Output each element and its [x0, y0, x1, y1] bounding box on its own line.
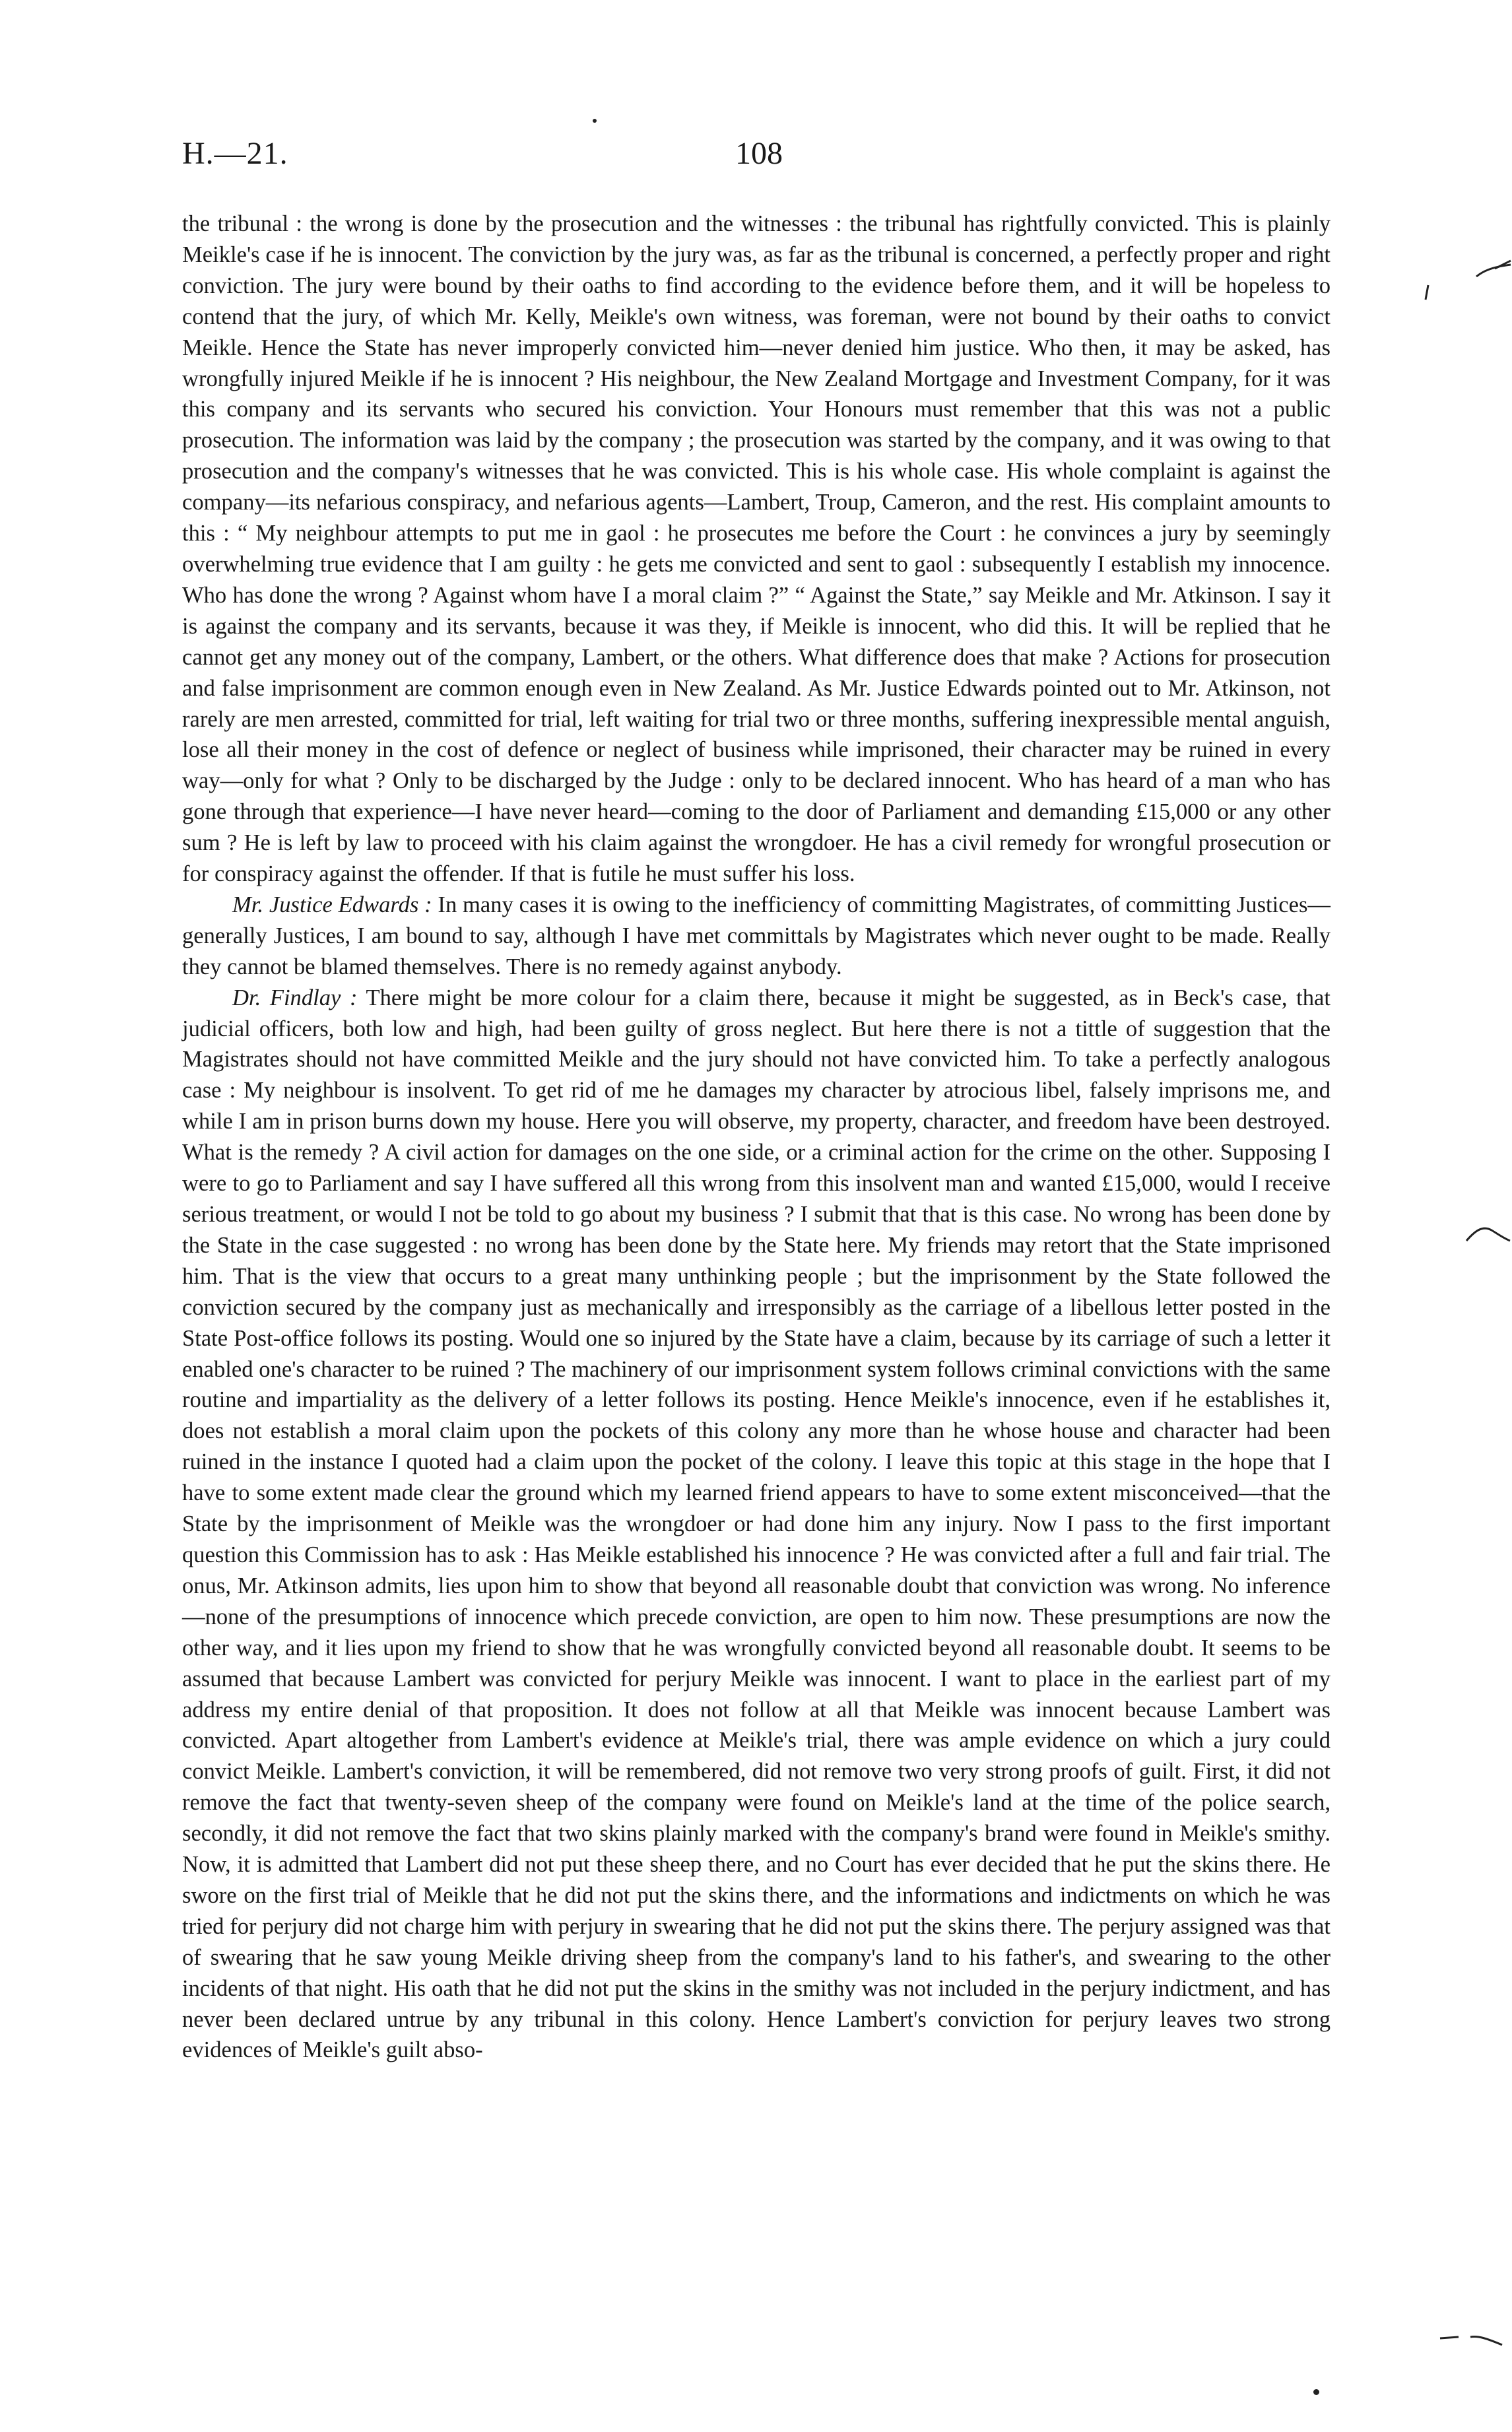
page-number: 108 — [735, 136, 783, 171]
document-reference: H.—21. — [182, 136, 288, 171]
margin-dot-icon — [1313, 2389, 1319, 2395]
margin-tick-mark-icon — [1423, 284, 1431, 301]
page-header — [182, 135, 1331, 188]
margin-pen-mark-icon — [1465, 1221, 1511, 1247]
paragraph-1 — [182, 209, 1331, 890]
paragraph-2-speaker: Mr. Justice Edwards : — [232, 892, 432, 917]
paragraph-3-text: There might be more colour for a claim there, because it might be suggested, as in Beck's case, that judicial officers, both low and high, had been guilty of gross neglect. But here there is not a tittle of suggestion that the Magistrates should not have committed Meikle and the jury should not have convicted him. To take a perfectly analogous case : My neighbour is insolvent. To get rid of me he damages my character by atrocious libel, falsely imprisons me, and while I am in prison burns down my house. Here you will observe, my property, character, and freedom have been destroyed. What is the remedy ? A civil action for damages on the one side, or a criminal action for the crime on the other. Supposing I were to go to Parliament and say I have suffered all this wrong from this insolvent man and wanted £15,000, would I receive serious treatment, or would I not be told to go about my business ? I submit that that is this case. No wrong has been done by the State in the case suggested : no wrong has been done by the State here. My friends may retort that the State imprisoned him. That is the view that occurs to a great many unthinking people ; but the imprisonment by the State followed the conviction secured by the company just as mechanically and irresponsibly as the carriage of a libellous letter posted in the State Post-office follows its posting. Would one so injured by the State have a claim, because by its carriage of such a letter it enabled one's character to be ruined ? The machinery of our imprisonment system follows criminal convictions with the same routine and impartiality as the delivery of a letter follows its posting. Hence Meikle's innocence, even if he establishes it, does not establish a moral claim upon the pockets of this colony any more than he whose house and character had been ruined in the instance I quoted had a claim upon the pocket of the colony. I leave this topic at this stage in the hope that I have to some extent made clear the ground which my learned friend appears to have to some extent misconceived—that the State by the imprisonment of Meikle was the wrongdoer or had done him any injury. Now I pass to the first important question this Commission has to ask : Has Meikle established his innocence ? He was convicted after a full and fair trial. The onus, Mr. Atkinson admits, lies upon him to show that beyond all reasonable doubt that conviction was wrong. No inference—none of the presumptions of innocence which precede conviction, are open to him now. These presumptions are now the other way, and it lies upon my friend to show that he was wrongfully convicted beyond all reasonable doubt. It seems to be assumed that because Lambert was convicted for perjury Meikle was innocent. I want to place in the earliest part of my address my entire denial of that proposition. It does not follow at all that Meikle was innocent because Lambert was convicted. Apart altogether from Lambert's evidence at Meikle's trial, there was ample evidence on which a jury could convict Meikle. Lambert's conviction, it will be remembered, did not remove two very strong proofs of guilt. First, it did not remove the fact that twenty-seven sheep of the company were found on Meikle's land at the time of the police search, secondly, it did not remove the fact that two skins plainly marked with the company's brand were found in Meikle's smithy. Now, it is admitted that Lambert did not put these sheep there, and no Court has ever decided that he put the skins there. He swore on the first trial of Meikle that he did not put the skins there, and the informations and indictments on which he was tried for perjury did not charge him with perjury in swearing that he did not put the skins there. The perjury assigned was that of swearing that he saw young Meikle driving sheep from the company's land to his father's, and swearing to the other incidents of that night. His oath that he did not put the skins in the smithy was not included in the perjury indictment, and has never been declared untrue by any tribunal in this colony. Hence Lambert's conviction for perjury leaves two strong evidences of Meikle's guilt abso- — [182, 985, 1331, 2063]
paragraph-3 — [182, 983, 1331, 2066]
body-text — [182, 209, 1331, 2066]
margin-pen-mark-icon — [1475, 254, 1512, 280]
paragraph-3-speaker: Dr. Findlay : — [232, 985, 358, 1010]
top-dot-icon — [593, 119, 597, 123]
paragraph-2-text: In many cases it is owing to the inefficiency of committing Magistrates, of committing Justices—generally Justices, I am bound to say, although I have met committals by Magistrates which never ought to be made. Really they cannot be blamed themselves. There is no remedy against anybody. — [182, 892, 1331, 979]
margin-dash-mark-icon — [1439, 2333, 1505, 2349]
paragraph-1-text: the tribunal : the wrong is done by the prosecution and the witnesses : the tribunal has rightfully convicted. This is plainly Meikle's case if he is innocent. The conviction by the jury was, as far as the tribunal is concerned, a perfectly proper and right conviction. The jury were bound by their oaths to find according to the evidence before them, and it will be hopeless to contend that the jury, of which Mr. Kelly, Meikle's own witness, was foreman, were not bound by their oaths to convict Meikle. Hence the State has never improperly convicted him—never denied him justice. Who then, it may be asked, has wrongfully injured Meikle if he is innocent ? His neighbour, the New Zealand Mortgage and Investment Company, for it was this company and its servants who secured his conviction. Your Honours must remember that this was not a public prosecution. The information was laid by the company ; the prosecution was started by the company, and it was owing to that prosecution and the company's witnesses that he was convicted. This is his whole case. His whole complaint is against the company—its nefarious conspiracy, and nefarious agents—Lambert, Troup, Cameron, and the rest. His complaint amounts to this : “ My neighbour attempts to put me in gaol : he prosecutes me before the Court : he convinces a jury by seemingly overwhelming true evidence that I am guilty : he gets me convicted and sent to gaol : subsequently I establish my innocence. Who has done the wrong ? Against whom have I a moral claim ?” “ Against the State,” say Meikle and Mr. Atkinson. I say it is against the company and its servants, because it was they, if Meikle is innocent, who did this. It will be replied that he cannot get any money out of the company, Lambert, or the others. What difference does that make ? Actions for prosecution and false imprisonment are common enough even in New Zealand. As Mr. Justice Edwards pointed out to Mr. Atkinson, not rarely are men arrested, committed for trial, left waiting for trial two or three months, suffering inexpressible mental anguish, lose all their money in the cost of defence or neglect of business while imprisoned, their character may be ruined in every way—only for what ? Only to be discharged by the Judge : only to be declared innocent. Who has heard of a man who has gone through that experience—I have never heard—coming to the door of Parliament and demanding £15,000 or any other sum ? He is left by law to proceed with his claim against the wrongdoer. He has a civil remedy for wrongful prosecution or for conspiracy against the offender. If that is futile he must suffer his loss. — [182, 211, 1331, 887]
paragraph-2 — [182, 890, 1331, 983]
